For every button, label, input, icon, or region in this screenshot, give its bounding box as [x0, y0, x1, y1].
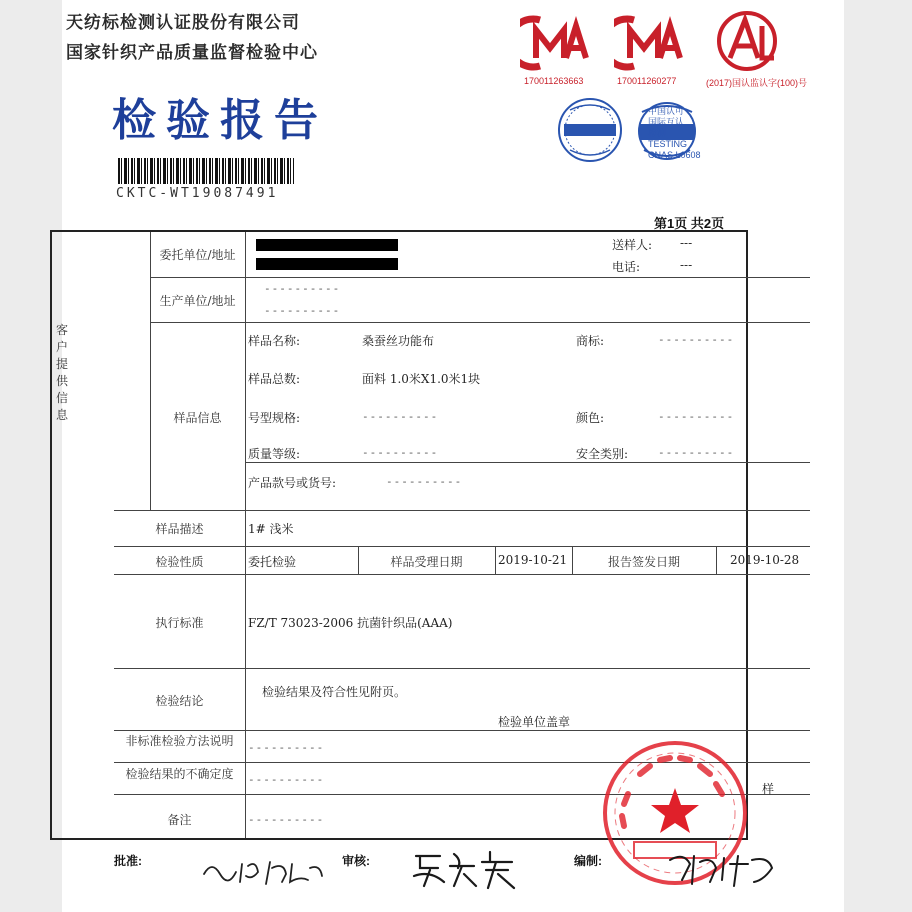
report-title: 检验报告 — [112, 95, 328, 146]
cnas-line: 中国认可 — [648, 106, 685, 116]
remarks-value: ---------- — [248, 813, 325, 826]
report-code: CKTC-WT19087491 — [116, 186, 279, 201]
issue-date-label: 报告签发日期 — [607, 555, 680, 569]
phone-label: 电话: — [612, 260, 641, 274]
cal-mark-icon — [712, 8, 782, 74]
sender-value: --- — [680, 236, 693, 250]
producer-value-2: ---------- — [264, 304, 341, 317]
grid-line — [150, 232, 151, 510]
nonstandard-label: 非标准检验方法说明 — [125, 734, 234, 748]
org-name-line2: 国家针织产品质量监督检验中心 — [66, 43, 318, 63]
color-label: 颜色: — [576, 411, 605, 425]
producer-value-1: ---------- — [264, 282, 341, 295]
cma-code-1: 170011263663 — [524, 76, 584, 86]
sample-qty-label: 样品总数: — [248, 372, 301, 386]
nonstandard-value: ---------- — [248, 741, 325, 754]
cma-code-2: 170011260277 — [617, 76, 677, 86]
grid-line — [716, 546, 717, 574]
ilac-mra-logo-icon — [556, 96, 624, 164]
cal-code: (2017)国认监认字(100)号 — [706, 78, 808, 88]
grid-line — [495, 546, 496, 574]
cma-mark-icon — [614, 14, 686, 72]
compile-label: 编制: — [574, 854, 602, 868]
compiler-signature-icon — [664, 846, 784, 890]
cnas-line: 检测 — [648, 128, 667, 138]
approver-signature-icon — [200, 852, 328, 888]
reviewer-signature-icon — [410, 846, 530, 890]
safety-value: ---------- — [658, 446, 735, 459]
inspection-type-label: 检验性质 — [155, 555, 204, 569]
barcode-image — [118, 158, 294, 184]
received-date-value: 2019-10-21 — [498, 553, 568, 567]
grade-value: ---------- — [362, 446, 439, 459]
redacted-client-address — [256, 258, 398, 270]
trademark-value: ---------- — [658, 333, 735, 346]
sender-label: 送样人: — [612, 238, 653, 252]
trademark-label: 商标: — [576, 334, 605, 348]
cnas-info — [648, 106, 701, 161]
style-no-value: ---------- — [386, 475, 463, 488]
grid-line — [245, 462, 810, 463]
producer-label: 生产单位/地址 — [159, 294, 236, 308]
sample-info-label: 样品信息 — [173, 411, 222, 425]
grid-line — [114, 546, 810, 547]
customer-provided-label: 客户提供信息 — [55, 323, 68, 422]
remarks-label: 备注 — [167, 813, 192, 827]
client-label: 委托单位/地址 — [159, 248, 236, 262]
review-label: 审核: — [342, 854, 370, 868]
model-label: 号型规格: — [248, 411, 301, 425]
issue-date-value: 2019-10-28 — [730, 553, 800, 567]
grid-line — [150, 322, 810, 323]
conclusion-label: 检验结论 — [155, 694, 204, 708]
seal-label: 检验单位盖章 — [498, 715, 571, 729]
grid-line — [150, 277, 810, 278]
sample-qty-value: 面料 1.0米X1.0米1块 — [362, 372, 481, 386]
page-number: 第1页 共2页 — [654, 216, 725, 231]
grid-line — [114, 574, 810, 575]
standard-label: 执行标准 — [155, 616, 204, 630]
cnas-line: 国际互认 — [648, 117, 685, 127]
grid-line — [245, 232, 246, 838]
conclusion-value: 检验结果及符合性见附页。 — [262, 685, 407, 699]
model-value: ---------- — [362, 410, 439, 423]
cnas-line: TESTING — [648, 139, 688, 149]
sample-desc-label: 样品描述 — [155, 522, 204, 536]
color-value: ---------- — [658, 410, 735, 423]
inspection-type-value: 委托检验 — [248, 555, 297, 569]
approve-label: 批准: — [114, 854, 142, 868]
sample-name-label: 样品名称: — [248, 334, 301, 348]
uncertainty-label: 检验结果的不确定度 — [125, 767, 234, 781]
phone-value: --- — [680, 258, 693, 272]
grid-line — [114, 668, 810, 669]
cnas-line: CNAS L0608 — [648, 150, 701, 160]
received-date-label: 样品受理日期 — [390, 555, 463, 569]
uncertainty-value: ---------- — [248, 773, 325, 786]
grid-line — [114, 510, 810, 511]
grade-label: 质量等级: — [248, 447, 301, 461]
sample-desc-value: 1# 浅米 — [248, 522, 294, 536]
redacted-client-name — [256, 239, 398, 251]
cma-mark-icon — [520, 14, 592, 72]
org-name-line1: 天纺标检测认证股份有限公司 — [66, 13, 300, 33]
safety-label: 安全类别: — [576, 447, 629, 461]
standard-value: FZ/T 73023-2006 抗菌针织品(AAA) — [248, 616, 453, 630]
sample-name-value: 桑蚕丝功能布 — [362, 334, 435, 348]
sample-side-char: 样 — [762, 782, 775, 796]
grid-line — [114, 730, 810, 731]
style-no-label: 产品款号或货号: — [248, 476, 337, 490]
